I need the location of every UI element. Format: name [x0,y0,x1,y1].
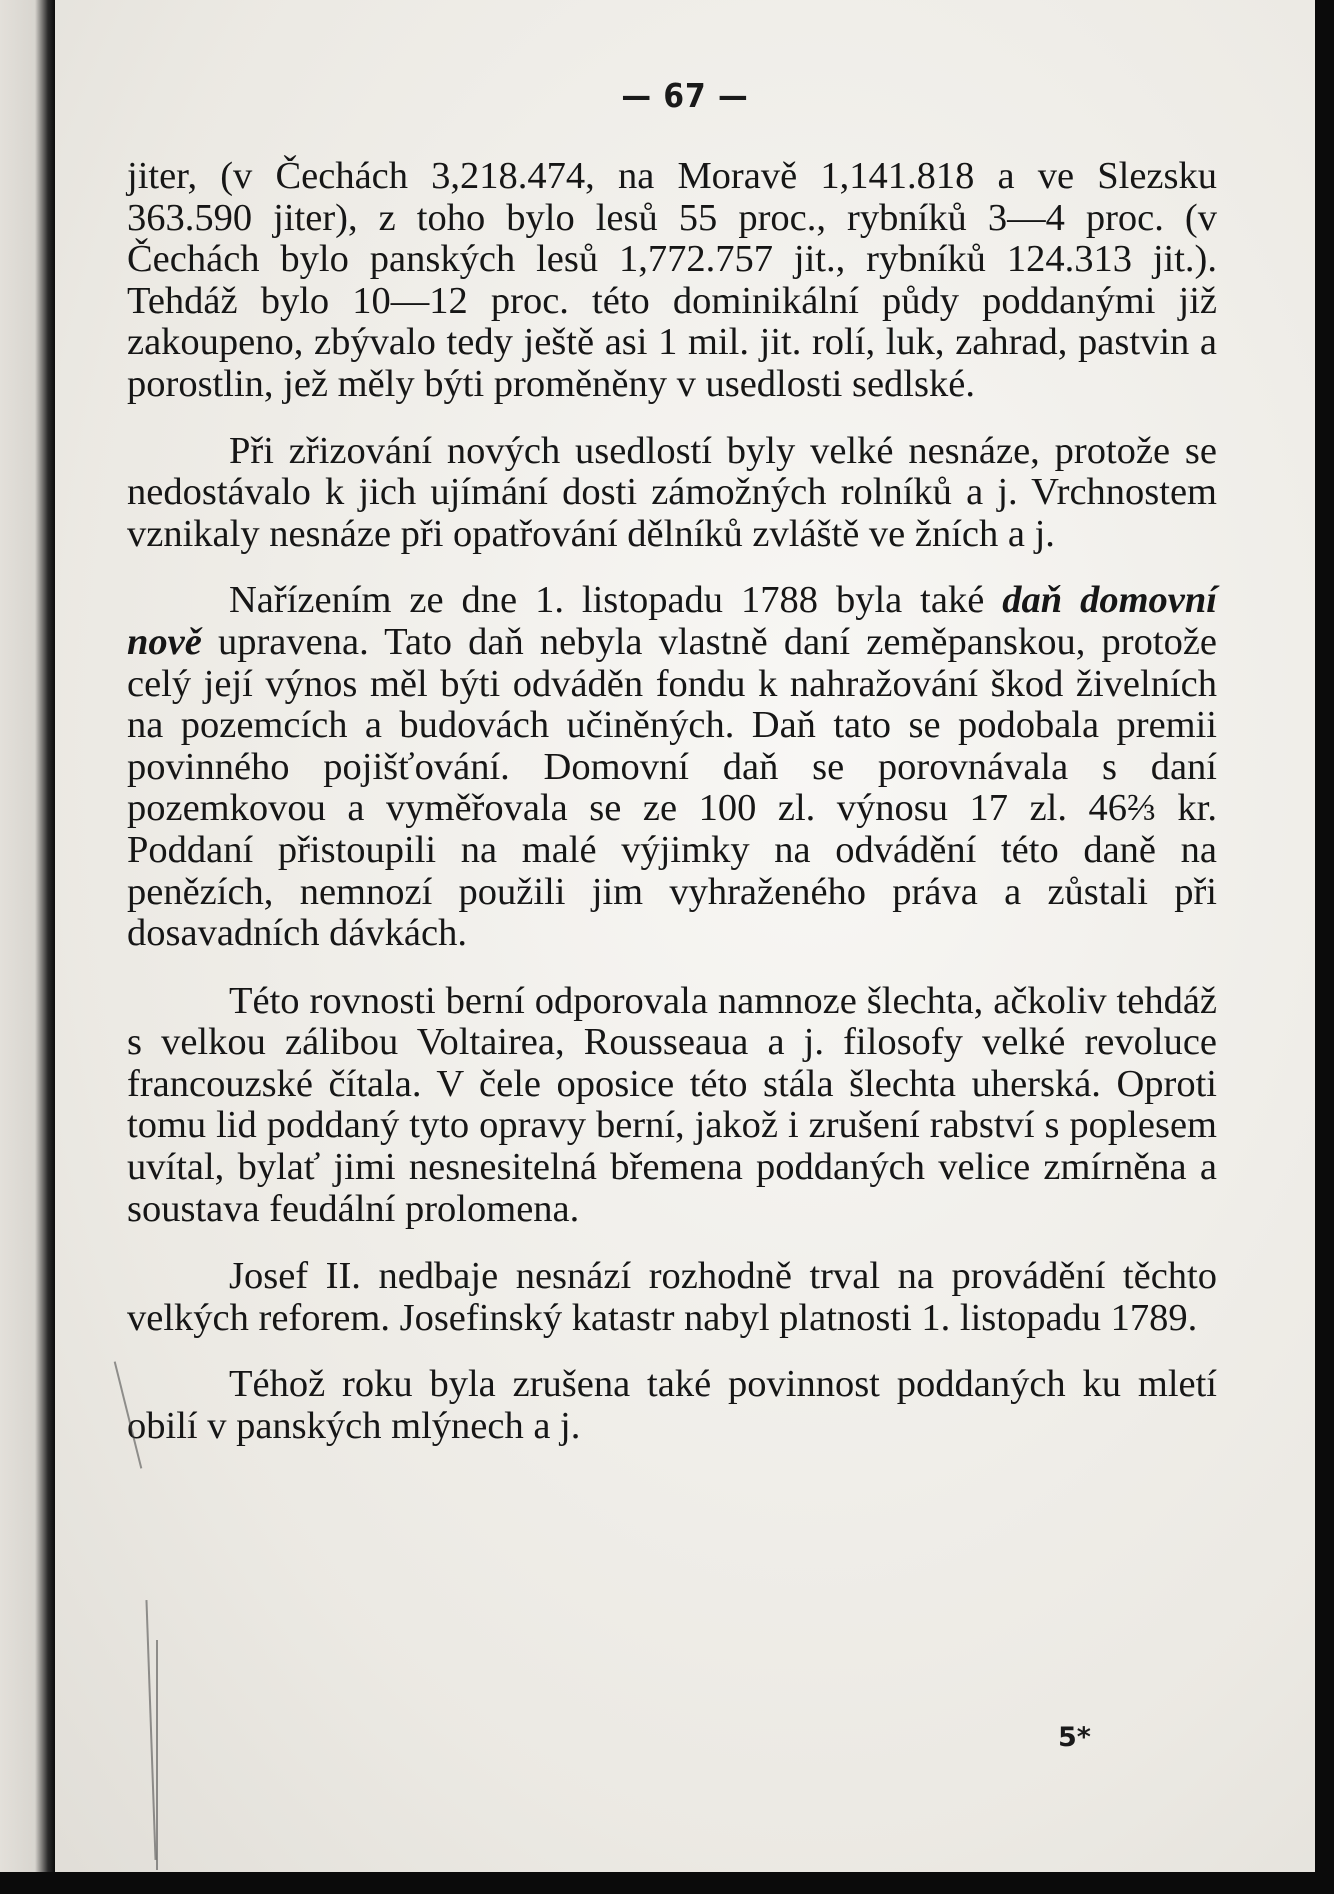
page-body [127,156,1217,1448]
scan-scratch [156,1640,158,1870]
paragraph-3-before: Nařízením ze dne 1. listopadu 1788 byla také [229,579,1003,622]
paragraph-5: Josef II. nedbaje nesnází rozhodně trval na provádění těchto velkých reforem. Josefinský katastr nabyl platnosti 1. listopadu 1789. [127,1255,1217,1339]
paragraph-2: Při zřizování nových usedlostí byly velké nesnáze, protože se nedostávalo k jich ujímání dosti zámožných rolníků a j. Vrchnostem vznikaly nesnáze při opatřování dělníků zvláště ve žních a j. [127,429,1217,555]
scan-left-edge [0,0,55,1894]
paragraph-3-after: upravena. Tato daň nebyla vlastně daní zeměpanskou, protože celý její výnos měl býti odváděn fondu k nahražování škod živelních na pozemcích a budovách učiněných. Daň tato se podobala premii povinného pojišťování. Domovní daň se porovnávala s daní pozemkovou a vyměřovala se ze 100 zl. výnosu 17 zl. 46⅔ kr. Poddaní přistoupili na malé výjimky na odvádění této daně na penězích, nemnozí použili jim vyhraženého práva a zůstali při dosavadních dávkách. [127,620,1217,955]
signature-mark: 5* [1058,1722,1091,1753]
page-number: — 67 — [621,76,749,115]
scan-scratch [145,1600,156,1860]
book-page [55,0,1315,1872]
paragraph-4: Této rovnosti berní odporovala namnoze šlechta, ačkoliv tehdáž s velkou zálibou Voltairea, Rousseaua a j. filosofy velké revoluce francouzské čítala. V čele oposice této stála šlechta uherská. Oproti tomu lid poddaný tyto opravy berní, jakož i zrušení rabství s poplesem uvítal, bylať jimi nesnesitelná břemena poddaných velice zmírněna a soustava feudální prolomena. [127,979,1217,1230]
paragraph-3 [127,580,1217,954]
paragraph-6: Téhož roku byla zrušena také povinnost poddaných ku mletí obilí v panských mlýnech a j. [127,1363,1217,1448]
paragraph-1: jiter, (v Čechách 3,218.474, na Moravě 1,141.818 a ve Slezsku 363.590 jiter), z toho bylo lesů 55 proc., rybníků 3—4 proc. (v Čechách bylo panských lesů 1,772.757 jit., rybníků 124.313 jit.). Tehdáž bylo 10—12 proc. této dominikální půdy poddanými již zakoupeno, zbývalo tedy ještě asi 1 mil. jit. rolí, luk, zahrad, pastvin a porostlin, jež měly býti proměněny v usedlosti sedlské. [127,155,1217,405]
scan-bottom-edge [0,1872,1334,1894]
scan-right-edge [1315,0,1334,1894]
emphasis-dan-domovni: daň domovní nově [127,579,1217,663]
